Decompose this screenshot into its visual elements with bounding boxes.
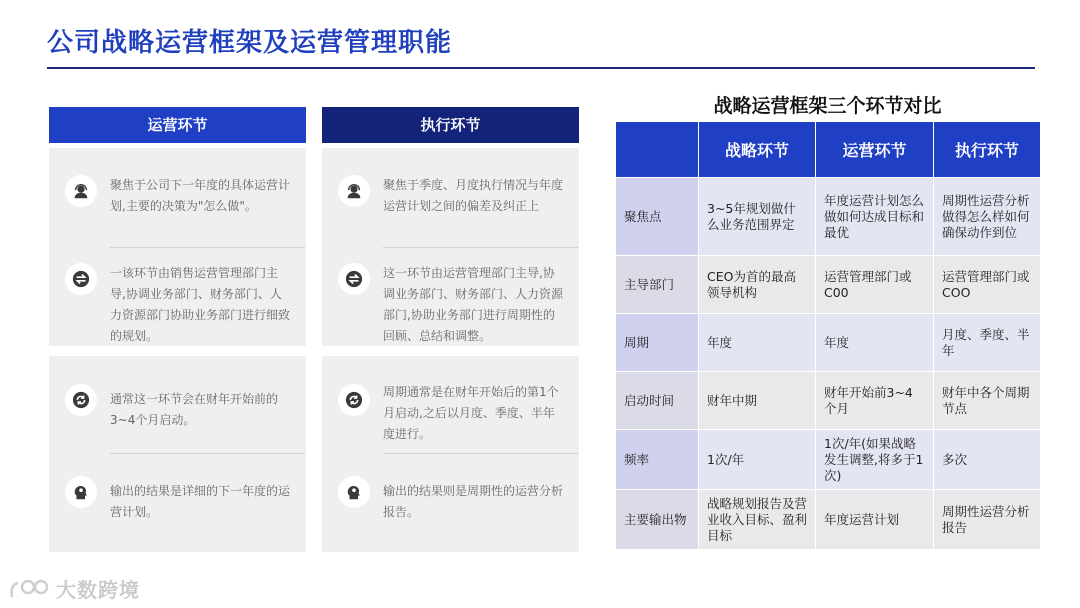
- table-cell: 1次/年: [699, 430, 816, 490]
- watermark: [8, 574, 140, 603]
- head-profile-icon: [338, 476, 370, 508]
- table-cell: 运营管理部门或C00: [816, 256, 934, 314]
- refresh-cycle-icon: [65, 384, 97, 416]
- execution-card-top: [322, 148, 579, 346]
- table-cell: 1次/年(如果战略发生调整,将多于1次): [816, 430, 934, 490]
- divider: [110, 453, 305, 454]
- execution-column: [322, 107, 579, 143]
- swap-arrows-icon: [338, 263, 370, 295]
- table-row: [616, 314, 1041, 372]
- person-headset-icon: [338, 175, 370, 207]
- person-headset-icon: [65, 175, 97, 207]
- table-row: [616, 178, 1041, 256]
- table-cell: CEO为首的最高领导机构: [699, 256, 816, 314]
- strategy-item-timing-text: 通常这一环节会在财年开始前的3~4个月启动。: [110, 392, 279, 427]
- table-row: [616, 490, 1041, 550]
- row-label: 主导部门: [616, 256, 699, 314]
- strategy-column-header: 运营环节: [49, 107, 306, 143]
- table-header-row: [616, 122, 1041, 178]
- strategy-item-output-text: 输出的结果是详细的下一年度的运营计划。: [110, 484, 291, 519]
- table-cell: 年度: [816, 314, 934, 372]
- table-header-corner: [616, 122, 699, 178]
- brand-logo-icon: [8, 577, 52, 601]
- execution-item-focus-text: 聚焦于季度、月度执行情况与年度运营计划之间的偏差及纠正上: [383, 178, 564, 213]
- table-row: [616, 256, 1041, 314]
- table-row: [616, 430, 1041, 490]
- execution-column-header: 执行环节: [322, 107, 579, 143]
- execution-card-bottom: [322, 356, 579, 552]
- comparison-table-title: 战略运营框架三个环节对比: [713, 95, 942, 117]
- divider: [383, 453, 578, 454]
- table-cell: 财年中期: [699, 372, 816, 430]
- row-label: 聚焦点: [616, 178, 699, 256]
- execution-item-lead-text: 这一环节由运营管理部门主导,协调业务部门、财务部门、人力资源部门,协助业务部门进行周期性的回顾、总结和调整。: [383, 266, 564, 343]
- strategy-item-focus-text: 聚焦于公司下一年度的具体运营计划,主要的决策为"怎么做"。: [110, 178, 291, 213]
- head-profile-icon: [65, 476, 97, 508]
- title-divider: [47, 67, 1035, 69]
- table-header-operation: 运营环节: [816, 122, 934, 178]
- divider: [110, 247, 305, 248]
- strategy-card-bottom: [49, 356, 306, 552]
- table-cell: 年度运营计划怎么做如何达成目标和最优: [816, 178, 934, 256]
- table-cell: 年度: [699, 314, 816, 372]
- row-label: 频率: [616, 430, 699, 490]
- refresh-cycle-icon: [338, 384, 370, 416]
- row-label: 周期: [616, 314, 699, 372]
- table-cell: 财年中各个周期节点: [934, 372, 1041, 430]
- table-cell: 周期性运营分析做得怎么样如何确保动作到位: [934, 178, 1041, 256]
- table-cell: 多次: [934, 430, 1041, 490]
- execution-item-output-text: 输出的结果则是周期性的运营分析报告。: [383, 484, 564, 519]
- strategy-column: [49, 107, 306, 143]
- watermark-text: 大数跨境: [56, 578, 140, 602]
- comparison-table: [615, 121, 1041, 550]
- execution-item-timing-text: 周期通常是在财年开始后的第1个月启动,之后以月度、季度、半年度进行。: [383, 385, 559, 441]
- table-cell: 财年开始前3~4个月: [816, 372, 934, 430]
- table-header-strategy: 战略环节: [699, 122, 816, 178]
- strategy-item-lead-text: 一该环节由销售运营管理部门主导,协调业务部门、财务部门、人力资源部门协助业务部门进行细致的规划。: [110, 266, 291, 343]
- table-cell: 月度、季度、半年: [934, 314, 1041, 372]
- divider: [383, 247, 578, 248]
- table-row: [616, 372, 1041, 430]
- table-cell: 周期性运营分析报告: [934, 490, 1041, 550]
- strategy-card-top: [49, 148, 306, 346]
- table-header-execution: 执行环节: [934, 122, 1041, 178]
- page-title: 公司战略运营框架及运营管理职能: [47, 28, 453, 58]
- row-label: 主要输出物: [616, 490, 699, 550]
- table-cell: 年度运营计划: [816, 490, 934, 550]
- row-label: 启动时间: [616, 372, 699, 430]
- table-cell: 3~5年规划做什么业务范围界定: [699, 178, 816, 256]
- table-cell: 运营管理部门或COO: [934, 256, 1041, 314]
- table-cell: 战略规划报告及营业收入目标、盈利目标: [699, 490, 816, 550]
- swap-arrows-icon: [65, 263, 97, 295]
